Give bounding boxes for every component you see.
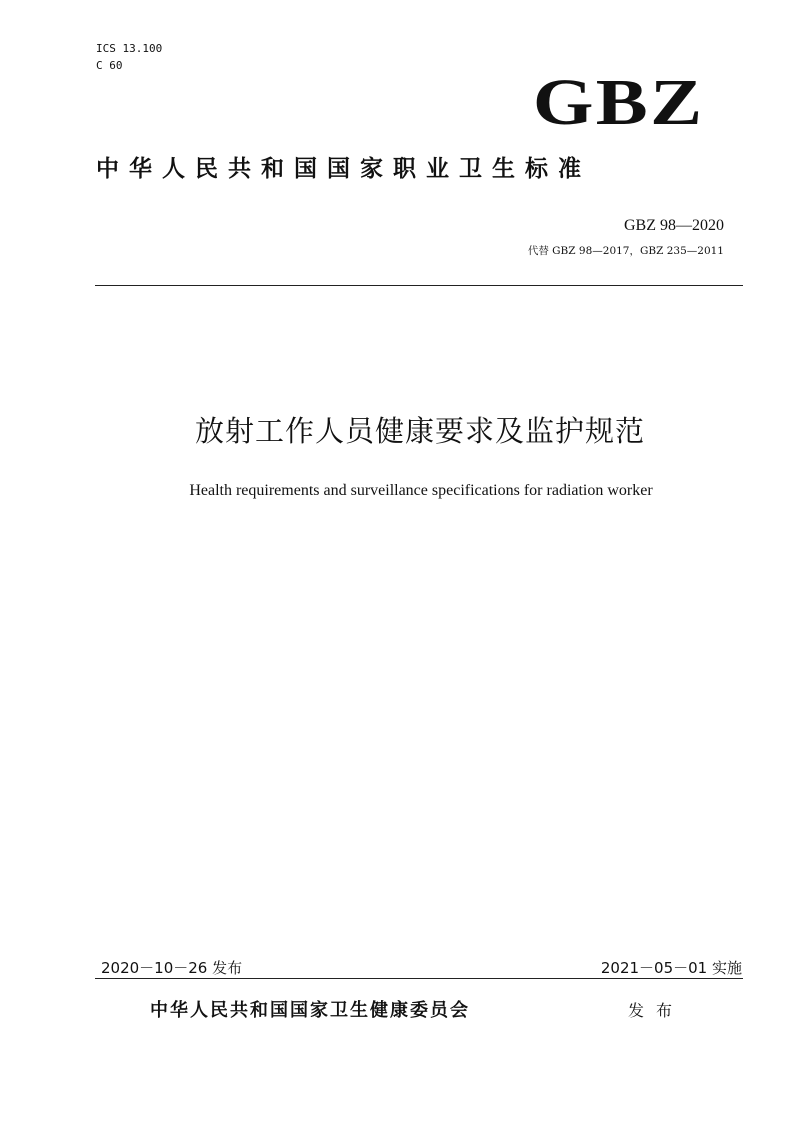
classification-codes (96, 40, 162, 74)
document-title-en: Health requirements and surveillance specifications for radiation worker (189, 482, 653, 499)
header-divider (95, 285, 743, 286)
replaces-note: 代替 GBZ 98—2017，GBZ 235—2011 (527, 245, 724, 257)
standard-number: GBZ 98—2020 (624, 217, 724, 234)
ics-code: ICS 13.100 (96, 42, 163, 55)
issue-date: 2020－10－26 发布 (101, 959, 243, 977)
gbz-logo: GBZ (532, 66, 704, 139)
ccs-code: C 60 (96, 59, 123, 72)
publish-label: 发布 (628, 1001, 685, 1020)
standard-type: 中华人民共和国国家职业卫生标准 (96, 156, 591, 182)
implementation-date: 2021－05－01 实施 (600, 959, 742, 977)
document-title-zh: 放射工作人员健康要求及监护规范 (194, 414, 645, 448)
footer-divider (95, 978, 743, 979)
issuing-authority: 中华人民共和国国家卫生健康委员会 (150, 1000, 470, 1021)
